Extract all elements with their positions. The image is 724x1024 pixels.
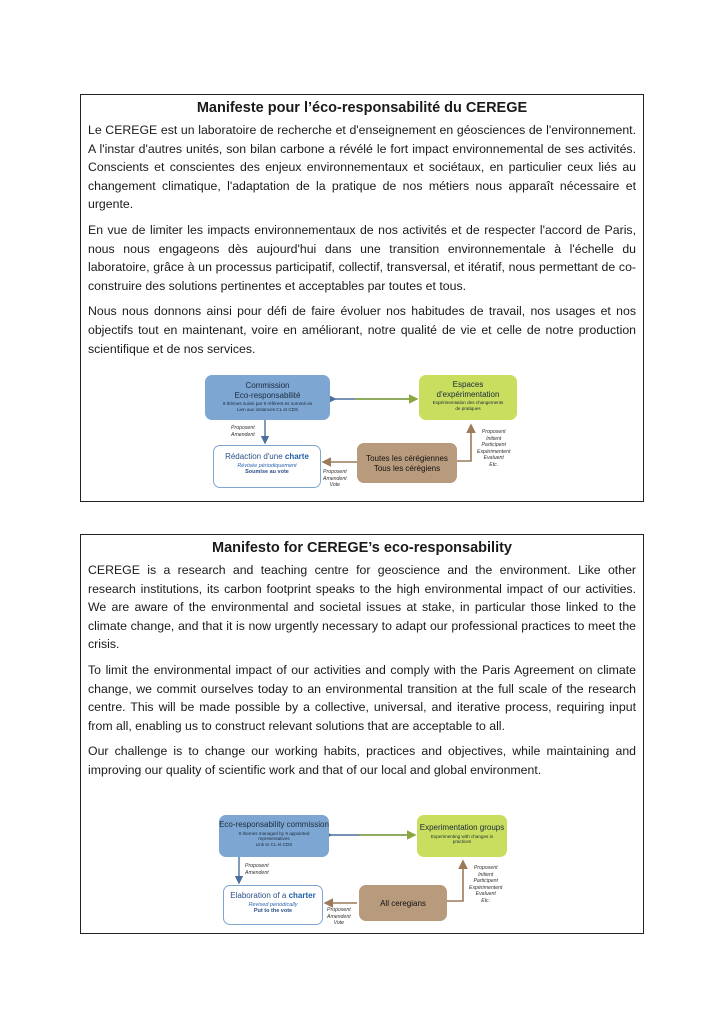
- arrow-label-left-en: Proposent Amendent: [245, 863, 269, 876]
- espaces-title: Espaces: [452, 380, 484, 389]
- charte-title-bold: charte: [284, 452, 309, 461]
- charter-title: Elaboration of a: [230, 891, 287, 900]
- experimentation-groups-box: [417, 815, 507, 857]
- eco-commission-box: [219, 815, 329, 857]
- espaces-desc-2: de pratiques: [455, 405, 481, 411]
- charter-title-bold: charter: [288, 891, 316, 900]
- espaces-subtitle: d'expérimentation: [436, 389, 500, 399]
- commission-box: [205, 375, 330, 420]
- manifesto-fr-paragraph-1: Le CEREGE est un laboratoire de recherche et d'enseignement en géosciences de l'environnement. A l'instar d'autres unités, son bilan carbone a révélé le fort impact environnemental de ses activités. Conscients et conscientes des enjeux environnementaux et sociétaux, en particulier ceux liés au changement climatique, l'adaptation de la pratique de nos métiers nous apparaît nécessaire et urgente.: [88, 123, 636, 212]
- manifesto-en-paragraph-3: Our challenge is to change our working habits, practices and objectives, while maintaining and improving our quality of scientific work and that of our local and global environment.: [88, 744, 636, 777]
- process-diagram-en: [219, 815, 519, 927]
- eco-commission-title: Eco-responsability commission: [219, 820, 329, 829]
- charter-desc-2: Put to the vote: [253, 908, 293, 915]
- groups-desc-1: Experimenting with changes in: [430, 833, 494, 839]
- all-ceregians-box: [359, 885, 447, 921]
- arrow-label-right-en: Proposent Initient Participent Expérimentent Evaluent Etc.: [469, 865, 503, 904]
- all-ceregians-label: All ceregians: [380, 899, 426, 908]
- arrow-label-bottom: Proposent Amendent Vote: [323, 469, 347, 488]
- eco-commission-desc-3: Link to CL et CDS: [255, 841, 293, 847]
- eco-commission-desc-2: representatives: [258, 836, 290, 842]
- manifesto-en-title: Manifesto for CEREGE’s eco-responsability: [212, 540, 512, 556]
- eco-commission-desc-1: 9 themes managed by 9 appointed: [238, 830, 310, 836]
- charte-title: Rédaction d'une: [225, 452, 283, 461]
- manifesto-fr-panel: [80, 94, 644, 502]
- commission-desc-2: Lien aux instances CL et CDS: [236, 406, 299, 412]
- charte-desc-2: Soumise au vote: [245, 469, 289, 476]
- charte-box: [213, 445, 321, 488]
- arrow-label-left: Proposent Amendent: [231, 425, 255, 438]
- groups-title: Experimentation groups: [419, 823, 505, 832]
- manifesto-fr-paragraph-2: En vue de limiter les impacts environnementaux de nos activités et de respecter l'accord de Paris, nous nous engageons dès aujourd'hui dans une transition environnementale à l'échelle du laboratoire, grâce à un processus participatif, collectif, transversal, et itératif, nous permettant de co-construire des solutions pertinentes et acceptables par toutes et tous.: [88, 222, 636, 293]
- commission-desc-1: 9 thèmes suivis par 9 référent.es nommé.es: [222, 401, 313, 407]
- charter-box: [223, 885, 323, 925]
- charte-desc-1: Révisée périodiquement: [237, 462, 297, 469]
- toutes-label-2: Tous les cérégiens: [373, 463, 441, 473]
- manifesto-fr-paragraph-3: Nous nous donnons ainsi pour défi de faire évoluer nos habitudes de travail, nos usages et nos objectifs tout en maintenant, voire en améliorant, notre qualité de vie et celle de notre production scientifique et de nos services.: [88, 304, 636, 356]
- arrow-label-bottom-en: Proposent Amendent Vote: [327, 907, 351, 926]
- manifesto-en-paragraph-1: CEREGE is a research and teaching centre for geoscience and the environment. Like other research institutions, its carbon footprint speaks to the high environmental impact of our activities. We are aware of the environmental and societal issues at stake, in particular those linked to the climate change, and that it is now urgently necessary to adapt our professional practices to meet the crisis.: [88, 563, 636, 652]
- arrow-label-right: Proposent Initient Participent Expérimentent Evaluent Etc.: [477, 429, 511, 468]
- commission-subtitle: Eco-responsabilité: [234, 390, 301, 400]
- groups-desc-2: practices: [452, 839, 472, 845]
- manifesto-fr-title: Manifeste pour l’éco-responsabilité du CEREGE: [196, 100, 528, 116]
- espaces-experimentation-box: [419, 375, 517, 420]
- manifesto-en-paragraph-2: To limit the environmental impact of our activities and comply with the Paris Agreement on climate change, we commit ourselves today to an environmental transition at the full scale of the research centre. This will be made possible by a collective, universal, and iterative process, requiring input from all, enabling us to construct relevant solutions that are acceptable to all.: [88, 662, 636, 733]
- toutes-label-1: Toutes les cérégiennes: [366, 454, 448, 463]
- process-diagram-fr: [205, 375, 525, 495]
- commission-title: Commission: [245, 381, 290, 390]
- manifesto-en-panel: [80, 534, 644, 934]
- charter-desc-1: Revised periodically: [248, 901, 298, 908]
- espaces-desc-1: Expérimentation des changements: [432, 400, 504, 406]
- toutes-les-cerigiennes-box: [357, 443, 457, 483]
